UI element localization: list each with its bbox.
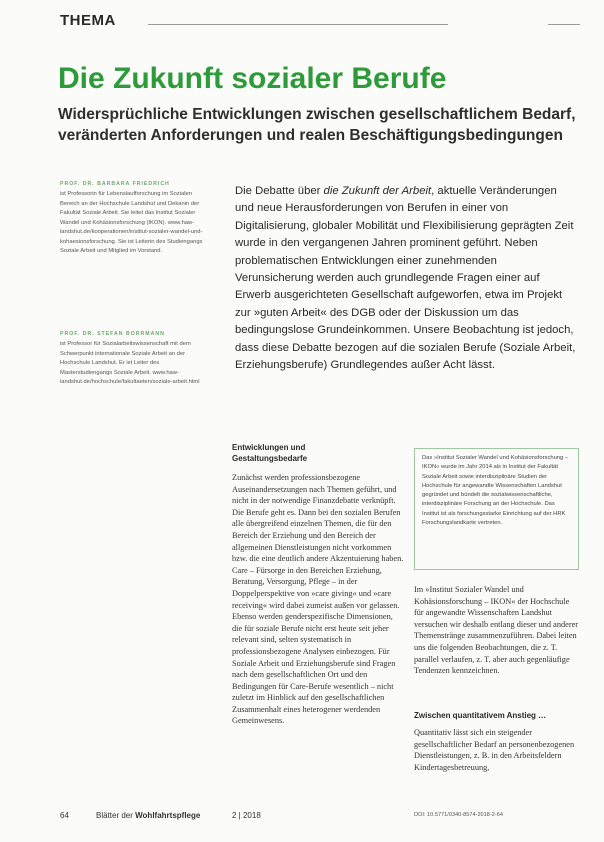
section-heading: Entwicklungen und Gestaltungsbedarfe <box>232 443 308 463</box>
author-name: PROF. DR. STEFAN BORRMANN <box>60 331 165 337</box>
author-name: PROF. DR. BARBARA FRIEDRICH <box>60 181 170 187</box>
journal-name <box>96 811 200 820</box>
journal-name-light: Blätter der <box>96 811 136 820</box>
body-column-right <box>414 584 579 772</box>
section-heading: Zwischen quantitativem Anstieg … <box>414 711 547 720</box>
author-bio: ist Professor für Sozialarbeitswissenschaft mit dem Schwerpunkt internationale Soziale Arbeit an der Hochschule Landshut. Er ist Leiter des Masterstudiengangs Soziale Arbeit. www.haw-landshut.de/hochschule/fakultaeten/soziale-arbeit.html <box>60 341 200 385</box>
doi: DOI: 10.5771/0340-8574-2018-2-64 <box>414 812 503 818</box>
header-rule-right <box>548 24 580 25</box>
section-label: THEMA <box>60 12 116 29</box>
header-rule <box>148 24 448 25</box>
article-subtitle: Widersprüchliche Entwicklungen zwischen gesellschaftlichem Bedarf, veränderten Anforderungen und realen Beschäftigungsbedingungen <box>58 106 576 144</box>
body-paragraph: Zunächst werden professionsbezogene Auseinandersetzungen nach Themen geführt, und nicht in der notwendige Finanzdebatte verknüpft. Die Berufe geht es. Dann bei den sozialen Berufen alle übergreifend einzelnen Themen, die für den Bereich der Erziehung und den Bereich der allgemeinen Dienstleistungen nicht vorkommen bzw. die eine deutlich andere Akzentuierung haben. Care – Fürsorge in den Bereichen Erziehung, Beratung, Versorgung, Pflege – in der Doppelperspektive von »care giving« und »care receiving« wird dabei zumeist außen vor gelassen. Ebenso werden genderspezifische Dimensionen, die für soziale Berufe nicht erst heute seit jeher relevant sind, selten systematisch in professionsbezogene Analysen einbezogen. Für Soziale Arbeit und Erziehungsberufe sind Fragen nach dem gesellschaftlichen Ort und den Bedingungen für Care-Berufe wesentlich – nicht zuletzt im Hinblick auf den gesellschaftlichen Zusammenhalt eines heterogener werdenden Gemeinwesens. <box>232 473 404 726</box>
intro-text-rest: , aktuelle Veränderungen und neue Herausforderungen von Berufen in einer von Digitalisierung, globaler Mobilität und Flexibilisierung geprägten Zeit wurde in den vergangenen Jahren prominent geführt. Neben problematischen Entwicklungen einer zunehmenden Verunsicherung werden auch grundlegende Fragen einer auf Erwerb ausgerichteten Gesellschaft aufgeworfen, etwa im Projekt zur »guten Arbeit« des DGB oder der Diskussion um das bedingungslose Grundeinkommen. Unsere Beobachtung ist jedoch, dass diese Debatte bezogen auf die sozialen Berufe (Soziale Arbeit, Erziehungsberufe) Grundlegendes außer Acht lässt. <box>235 185 576 372</box>
body-paragraph: Im »Institut Sozialer Wandel und Kohäsionsforschung – IKON« der Hochschule für angewandte Wissenschaften Landshut versuchen wir deshalb entlang dieser und anderer Themenstränge zusammenzuführen. Dabei leiten uns die folgenden Beobachtungen, die z. T. parallel verlaufen, z. T. aber auch gegenläufige Tendenzen kennzeichnen. <box>414 585 579 676</box>
info-box <box>414 448 579 570</box>
body-column-left <box>232 442 404 820</box>
page-number: 64 <box>60 811 69 820</box>
article-title: Die Zukunft sozialer Berufe <box>58 62 447 95</box>
author-sidebar <box>60 180 212 436</box>
author-bio: ist Professorin für Lebenslaufforschung im Sozialen Bereich an der Hochschule Landshut und Dekanin der Fakultät Soziale Arbeit. Sie leitet das Institut Sozialer Wandel und Kohäsionsforschung (IKON). www.haw-landshut.de/kooperationen/institut-sozialer-wandel-und-kohaesionsforschung. Sie ist Leiterin des Studiengangs Soziale Arbeit und Mitglied im Vorstand. <box>60 191 203 254</box>
intro-text-start: Die Debatte über <box>235 185 324 197</box>
info-box-text: Das »Institut Sozialer Wandel und Kohäsionsforschung – IKON« wurde im Jahr 2014 als in Institut der Fakultät Soziale Arbeit sowie interdisziplinäre Studien der Hochschule für angewandte Wissenschaften Landshut gegründet und bündelt die sozialwissenschaftliche, interdisziplinäre Forschung an der Hochschule. Das Institut ist als forschungsstarke Einrichtung auf der HRK Forschungslandkarte vertreten. <box>422 455 569 527</box>
issue-number: 2 | 2018 <box>232 811 261 820</box>
intro-emphasis: die Zukunft der Arbeit <box>323 185 432 197</box>
article-intro <box>235 183 578 374</box>
body-paragraph: Quantitativ lässt sich ein steigender gesellschaftlicher Bedarf an personenbezogenen Dienstleistungen, z. B. in den Arbeitsfeldern Kindertagesbetreuung, <box>414 728 575 772</box>
journal-name-bold: Wohlfahrtspflege <box>135 811 201 820</box>
